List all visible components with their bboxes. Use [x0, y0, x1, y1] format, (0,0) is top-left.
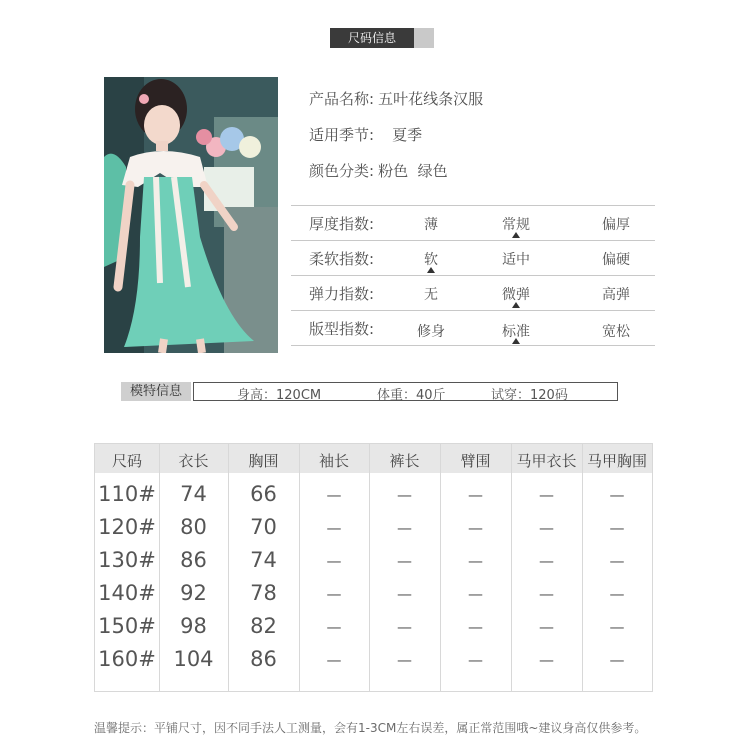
product-name-label: 产品名称:: [309, 90, 375, 108]
table-cell: —: [397, 585, 412, 603]
table-cell: 104: [173, 647, 214, 671]
table-cell: 80: [180, 515, 207, 539]
table-cell: —: [468, 519, 483, 537]
model-weight: 体重：40斤: [377, 388, 446, 403]
table-cell: —: [397, 519, 412, 537]
table-cell: —: [609, 585, 625, 603]
index-label: 版型指数:: [309, 320, 375, 338]
footnote: 温馨提示：平铺尺寸，因不同手法人工测量，会有1-3CM左右误差，属正常范围哦~建议身高仅供参考。: [94, 721, 647, 735]
table-cell: —: [609, 618, 625, 636]
table-header-cell: 臂围: [460, 452, 491, 470]
product-photo: [104, 77, 278, 353]
table-cell: —: [539, 519, 554, 537]
size-table: [94, 443, 653, 692]
table-cell: —: [468, 486, 483, 504]
table-cell: —: [326, 519, 342, 537]
table-cell: 120#: [98, 515, 156, 539]
index-option: 软: [424, 252, 438, 268]
index-label: 柔软指数:: [309, 250, 375, 268]
index-option: 微弹: [502, 287, 530, 303]
table-cell: —: [468, 618, 483, 636]
table-cell: 82: [250, 614, 277, 638]
table-cell: —: [397, 618, 412, 636]
model-info-label: 模特信息: [121, 382, 191, 401]
table-cell: 86: [180, 548, 207, 572]
table-cell: 140#: [98, 581, 156, 605]
table-cell: 74: [250, 548, 277, 572]
table-cell: —: [609, 552, 625, 570]
table-cell: —: [609, 519, 625, 537]
selected-indicator-icon: [512, 232, 520, 238]
table-cell: —: [539, 651, 554, 669]
index-option: 高弹: [602, 287, 630, 303]
index-option: 常规: [502, 217, 530, 233]
model-tryon: 试穿：120码: [491, 388, 568, 403]
product-name-value: 五叶花线条汉服: [378, 90, 484, 108]
table-header-cell: 马甲胸围: [586, 452, 647, 470]
table-cell: 130#: [98, 548, 156, 572]
index-option: 适中: [502, 252, 530, 268]
index-option: 偏硬: [602, 252, 630, 268]
table-cell: —: [468, 585, 483, 603]
index-option: 薄: [424, 217, 438, 233]
color-value: 粉色 绿色: [378, 162, 448, 180]
table-header-cell: 胸围: [248, 452, 279, 470]
table-cell: —: [326, 651, 342, 669]
index-option: 宽松: [602, 324, 630, 340]
table-cell: 110#: [98, 482, 156, 506]
table-cell: —: [539, 585, 554, 603]
section-title: [330, 28, 434, 48]
table-cell: —: [397, 552, 412, 570]
selected-indicator-icon: [512, 302, 520, 308]
model-info-bar: [121, 382, 618, 401]
product-name-line: [309, 88, 483, 109]
table-cell: —: [397, 486, 412, 504]
table-cell: —: [539, 552, 554, 570]
color-line: [309, 160, 448, 181]
table-cell: 150#: [98, 614, 156, 638]
model-height: 身高：120CM: [237, 388, 322, 403]
table-cell: —: [468, 552, 483, 570]
index-option: 标准: [502, 324, 530, 340]
table-header-cell: 衣长: [178, 452, 209, 470]
table-header-cell: 袖长: [318, 452, 349, 470]
index-row: [291, 276, 655, 311]
season-label: 适用季节:: [309, 126, 375, 144]
index-row: [291, 241, 655, 276]
table-cell: —: [609, 486, 625, 504]
section-title-accent: [414, 28, 434, 48]
index-row: [291, 311, 655, 346]
table-cell: —: [609, 651, 625, 669]
table-header-cell: 尺码: [111, 452, 142, 470]
product-photo-illustration: [104, 77, 278, 353]
season-line: [309, 124, 422, 145]
table-cell: —: [326, 618, 342, 636]
section-title-label: 尺码信息: [330, 28, 414, 48]
index-row: [291, 206, 655, 241]
index-option: 偏厚: [602, 217, 630, 233]
table-header-cell: 马甲衣长: [516, 452, 577, 470]
table-cell: 66: [250, 482, 277, 506]
selected-indicator-icon: [512, 338, 520, 344]
table-cell: —: [326, 585, 342, 603]
table-cell: —: [326, 486, 342, 504]
index-label: 厚度指数:: [309, 215, 375, 233]
table-cell: —: [539, 618, 554, 636]
table-cell: —: [397, 651, 412, 669]
table-cell: 86: [250, 647, 277, 671]
selected-indicator-icon: [427, 267, 435, 273]
table-cell: 74: [180, 482, 207, 506]
index-option: 无: [424, 287, 438, 303]
table-cell: 78: [250, 581, 277, 605]
table-cell: —: [326, 552, 342, 570]
table-cell: 92: [180, 581, 207, 605]
table-cell: —: [468, 651, 483, 669]
table-cell: 98: [180, 614, 207, 638]
table-cell: 160#: [98, 647, 156, 671]
table-cell: —: [539, 486, 554, 504]
season-value: 夏季: [392, 126, 423, 144]
table-header-cell: 裤长: [389, 452, 420, 470]
color-label: 颜色分类:: [309, 162, 375, 180]
model-info-box: [193, 382, 618, 401]
table-cell: 70: [250, 515, 277, 539]
index-label: 弹力指数:: [309, 285, 375, 303]
index-option: 修身: [417, 324, 445, 340]
